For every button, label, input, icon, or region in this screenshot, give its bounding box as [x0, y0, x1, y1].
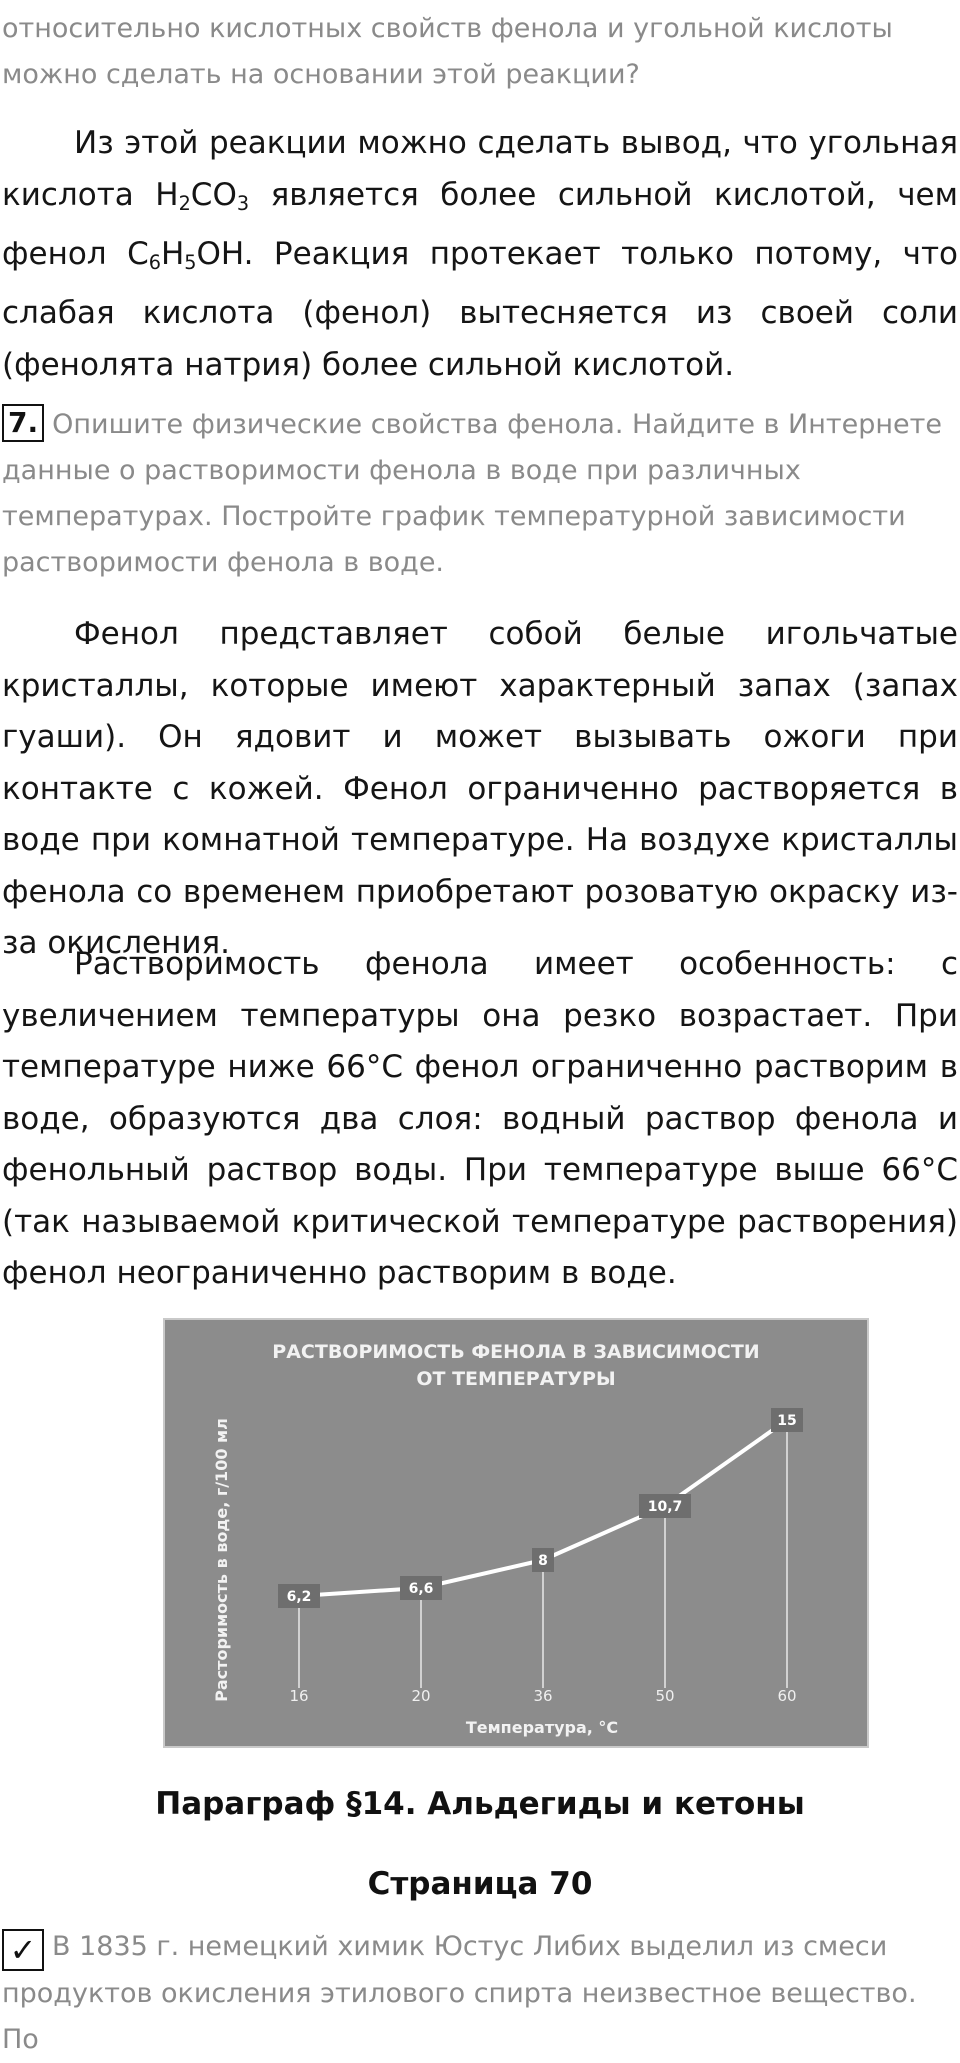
previous-question-text: относительно кислотных свойств фенола и угольной кислоты можно сделать на основании этой реакции? [2, 13, 893, 90]
data-label: 10,7 [647, 1499, 683, 1515]
next-question-text [2, 1924, 958, 2063]
solubility-chart [163, 1318, 869, 1748]
task-7-text: Опишите физические свойства фенола. Найдите в Интернете данные о растворимости фенола в воде при различных температурах. Постройте график температурной зависимости растворимости фенола в воде. [2, 409, 942, 578]
checkmark-icon: ✓ [2, 1929, 44, 1971]
chart-x-axis-label: Температура, °C [465, 1718, 619, 1737]
page-heading: Страница 70 [367, 1866, 593, 1902]
x-tick-label: 60 [777, 1687, 797, 1705]
chart-y-axis-label: Расторимость в воде, г/100 мл [212, 1418, 231, 1702]
chart-title-line-2: ОТ ТЕМПЕРАТУРЫ [416, 1368, 616, 1390]
answer-solubility: Растворимость фенола имеет особенность: с увеличением температуры она резко возрастает. При температуре ниже 66°C фенол ограниченно растворим в воде, образуются два слоя: водный раствор фенола и фенольный раствор воды. При температуре выше 66°C (так называемой критической температуре растворения) фенол неограниченно растворим в воде. [2, 946, 958, 1291]
task-number-badge: 7. [2, 404, 44, 442]
data-label: 6,2 [286, 1589, 312, 1605]
section-heading: Параграф §14. Альдегиды и кетоны [155, 1786, 805, 1822]
x-tick-label: 50 [655, 1687, 675, 1705]
next-question-body: В 1835 г. немецкий химик Юстус Либих выделил из смеси продуктов окисления этилового спирта неизвестное вещество. По [2, 1931, 917, 2055]
x-tick-label: 20 [411, 1687, 431, 1705]
x-tick-label: 16 [289, 1687, 309, 1705]
answer-reaction-conclusion: Из этой реакции можно сделать вывод, что угольная кислота $H_2CO_3$ является более сильной кислотой, чем фенол $C_6H_5OH$. Реакция протекает только потому, что слабая кислота (фенол) вытесняется из своей соли (фенолята натрия) более сильной кислотой. [2, 125, 958, 383]
task-7-question [2, 402, 958, 586]
chart-title-line-1: РАСТВОРИМОСТЬ ФЕНОЛА В ЗАВИСИМОСТИ [272, 1341, 760, 1363]
data-label: 6,6 [408, 1581, 434, 1597]
data-label: 15 [777, 1413, 797, 1429]
x-tick-label: 36 [533, 1687, 553, 1705]
data-label: 8 [538, 1553, 548, 1569]
answer-physical-properties: Фенол представляет собой белые игольчатые кристаллы, которые имеют характерный запах (запах гуаши). Он ядовит и может вызывать ожоги при контакте с кожей. Фенол ограниченно растворяется в воде при комнатной температуре. На воздухе кристаллы фенола со временем приобретают розоватую окраску из-за окисления. [2, 616, 958, 961]
